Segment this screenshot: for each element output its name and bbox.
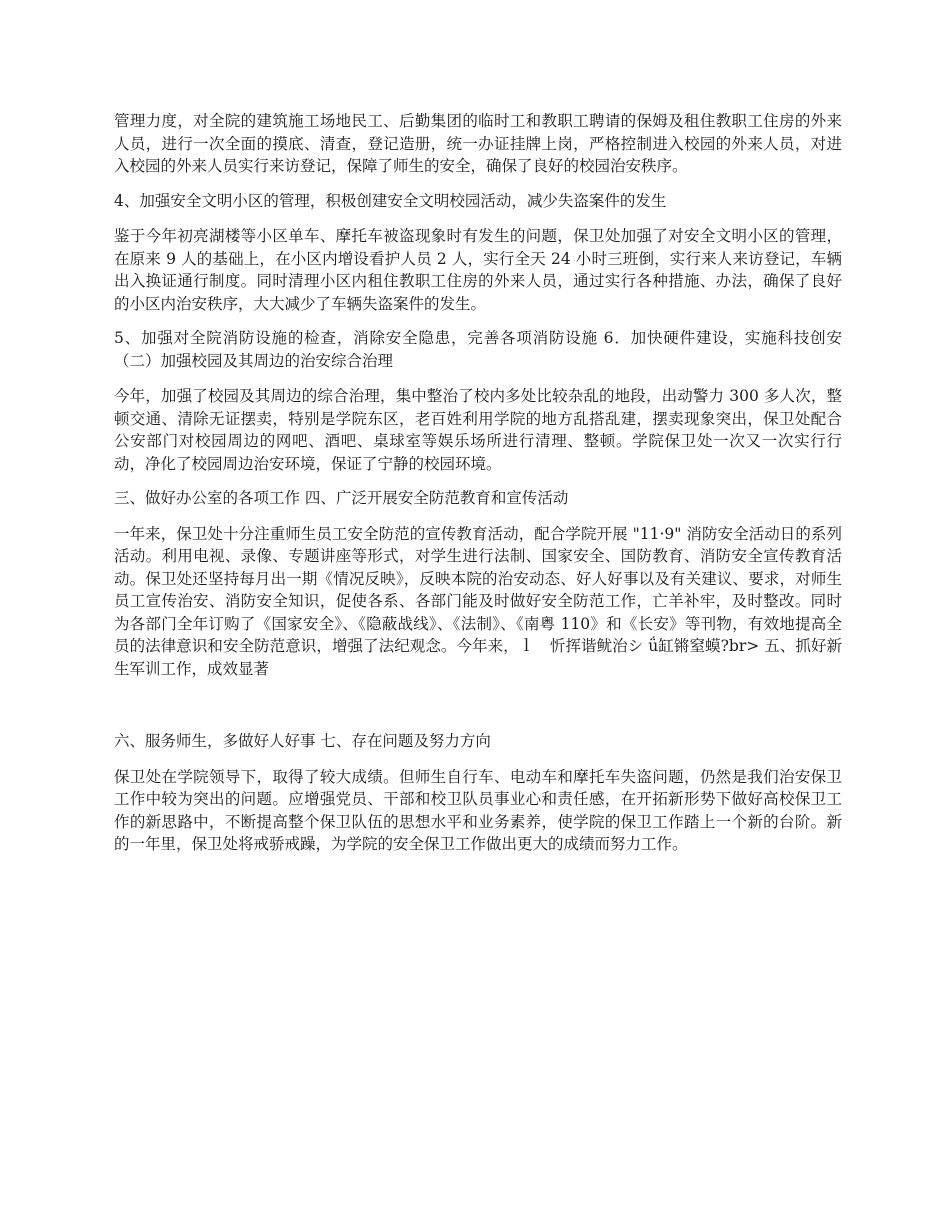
heading-office-work: 三、做好办公室的各项工作 四、广泛开展安全防范教育和宣传活动 bbox=[114, 489, 569, 507]
paragraph-conclusion: 保卫处在学院领导下，取得了较大成绩。但师生自行车、电动车和摩托车失盗问题，仍然是我们治安保卫工作中较为突出的问题。应增强党员、干部和校卫队员事业心和责任感，在开拓新形势下做好高校保卫工作的新思路中，不断提高整个保卫队伍的思想水平和业务素养，使学院的保卫工作踏上一个新的台阶。新的一年里，保卫处将戒骄戒躁，为学院的安全保卫工作做出更大的成绩而努力工作。 bbox=[114, 767, 842, 853]
document-page bbox=[114, 110, 842, 856]
heading-fire-facilities: 5、加强对全院消防设施的检查，消除安全隐患，完善各项消防设施 6．加快硬件建设，实施科技创安 （二）加强校园及其周边的治安综合治理 bbox=[114, 329, 842, 370]
paragraph-safety-education: 一年来，保卫处十分注重师生员工安全防范的宣传教育活动，配合学院开展 "11·9" 消防安全活动日的系列活动。利用电视、录像、专题讲座等形式，对学生进行法制、国家安全、国防教育、消防安全宣传教育活动。保卫处还坚持每月出一期《情况反映》，反映本院的治安动态、好人好事以及有关建议、要求，对师生员工宣传治安、消防安全知识，促使各系、各部门能及时做好安全防范工作，亡羊补牢，及时整改。同时为各部门全年订购了《国家安全》、《隐蔽战线》、《法制》、《南粤 110》和《长安》等刊物，有效地提高全员的法律意识和安全防范意识，增强了法纪观念。今年来，ｌ 忻挥谐鱿治シ ǘ缸锵窒蟆?br> 五、抓好新生军训工作，成效显著 bbox=[114, 524, 842, 678]
heading-serve-staff-students: 六、服务师生，多做好人好事 七、存在问题及努力方向 bbox=[114, 732, 491, 750]
paragraph-safe-community: 鉴于今年初亮湖楼等小区单车、摩托车被盗现象时有发生的问题，保卫处加强了对安全文明小区的管理，在原来 9 人的基础上，在小区内增设看护人员 2 人，实行全天 24 小时三班倒，实行来人来访登记，车辆出入换证通行制度。同时清理小区内租住教职工住房的外来人员，通过实行各种措施、办法，确保了良好的小区内治安秩序，大大减少了车辆失盗案件的发生。 bbox=[114, 227, 842, 313]
paragraph-management-intensity: 管理力度，对全院的建筑施工场地民工、后勤集团的临时工和教职工聘请的保姆及租住教职工住房的外来人员，进行一次全面的摸底、清查，登记造册，统一办证挂牌上岗，严格控制进入校园的外来人员，对进入校园的外来人员实行来访登记，保障了师生的安全，确保了良好的校园治安秩序。 bbox=[114, 112, 842, 175]
paragraph-campus-governance: 今年，加强了校园及其周边的综合治理，集中整治了校内多处比较杂乱的地段，出动警力 300 多人次，整顿交通、清除无证摆卖，特别是学院东区，老百姓利用学院的地方乱搭乱建，摆卖现象突出，保卫处配合公安部门对校园周边的网吧、酒吧、桌球室等娱乐场所进行清理、整顿。学院保卫处一次又一次实行行动，净化了校园周边治安环境，保证了宁静的校园环境。 bbox=[114, 387, 842, 473]
heading-safe-community: 4、加强安全文明小区的管理，积极创建安全文明校园活动，减少失盗案件的发生 bbox=[114, 191, 667, 210]
